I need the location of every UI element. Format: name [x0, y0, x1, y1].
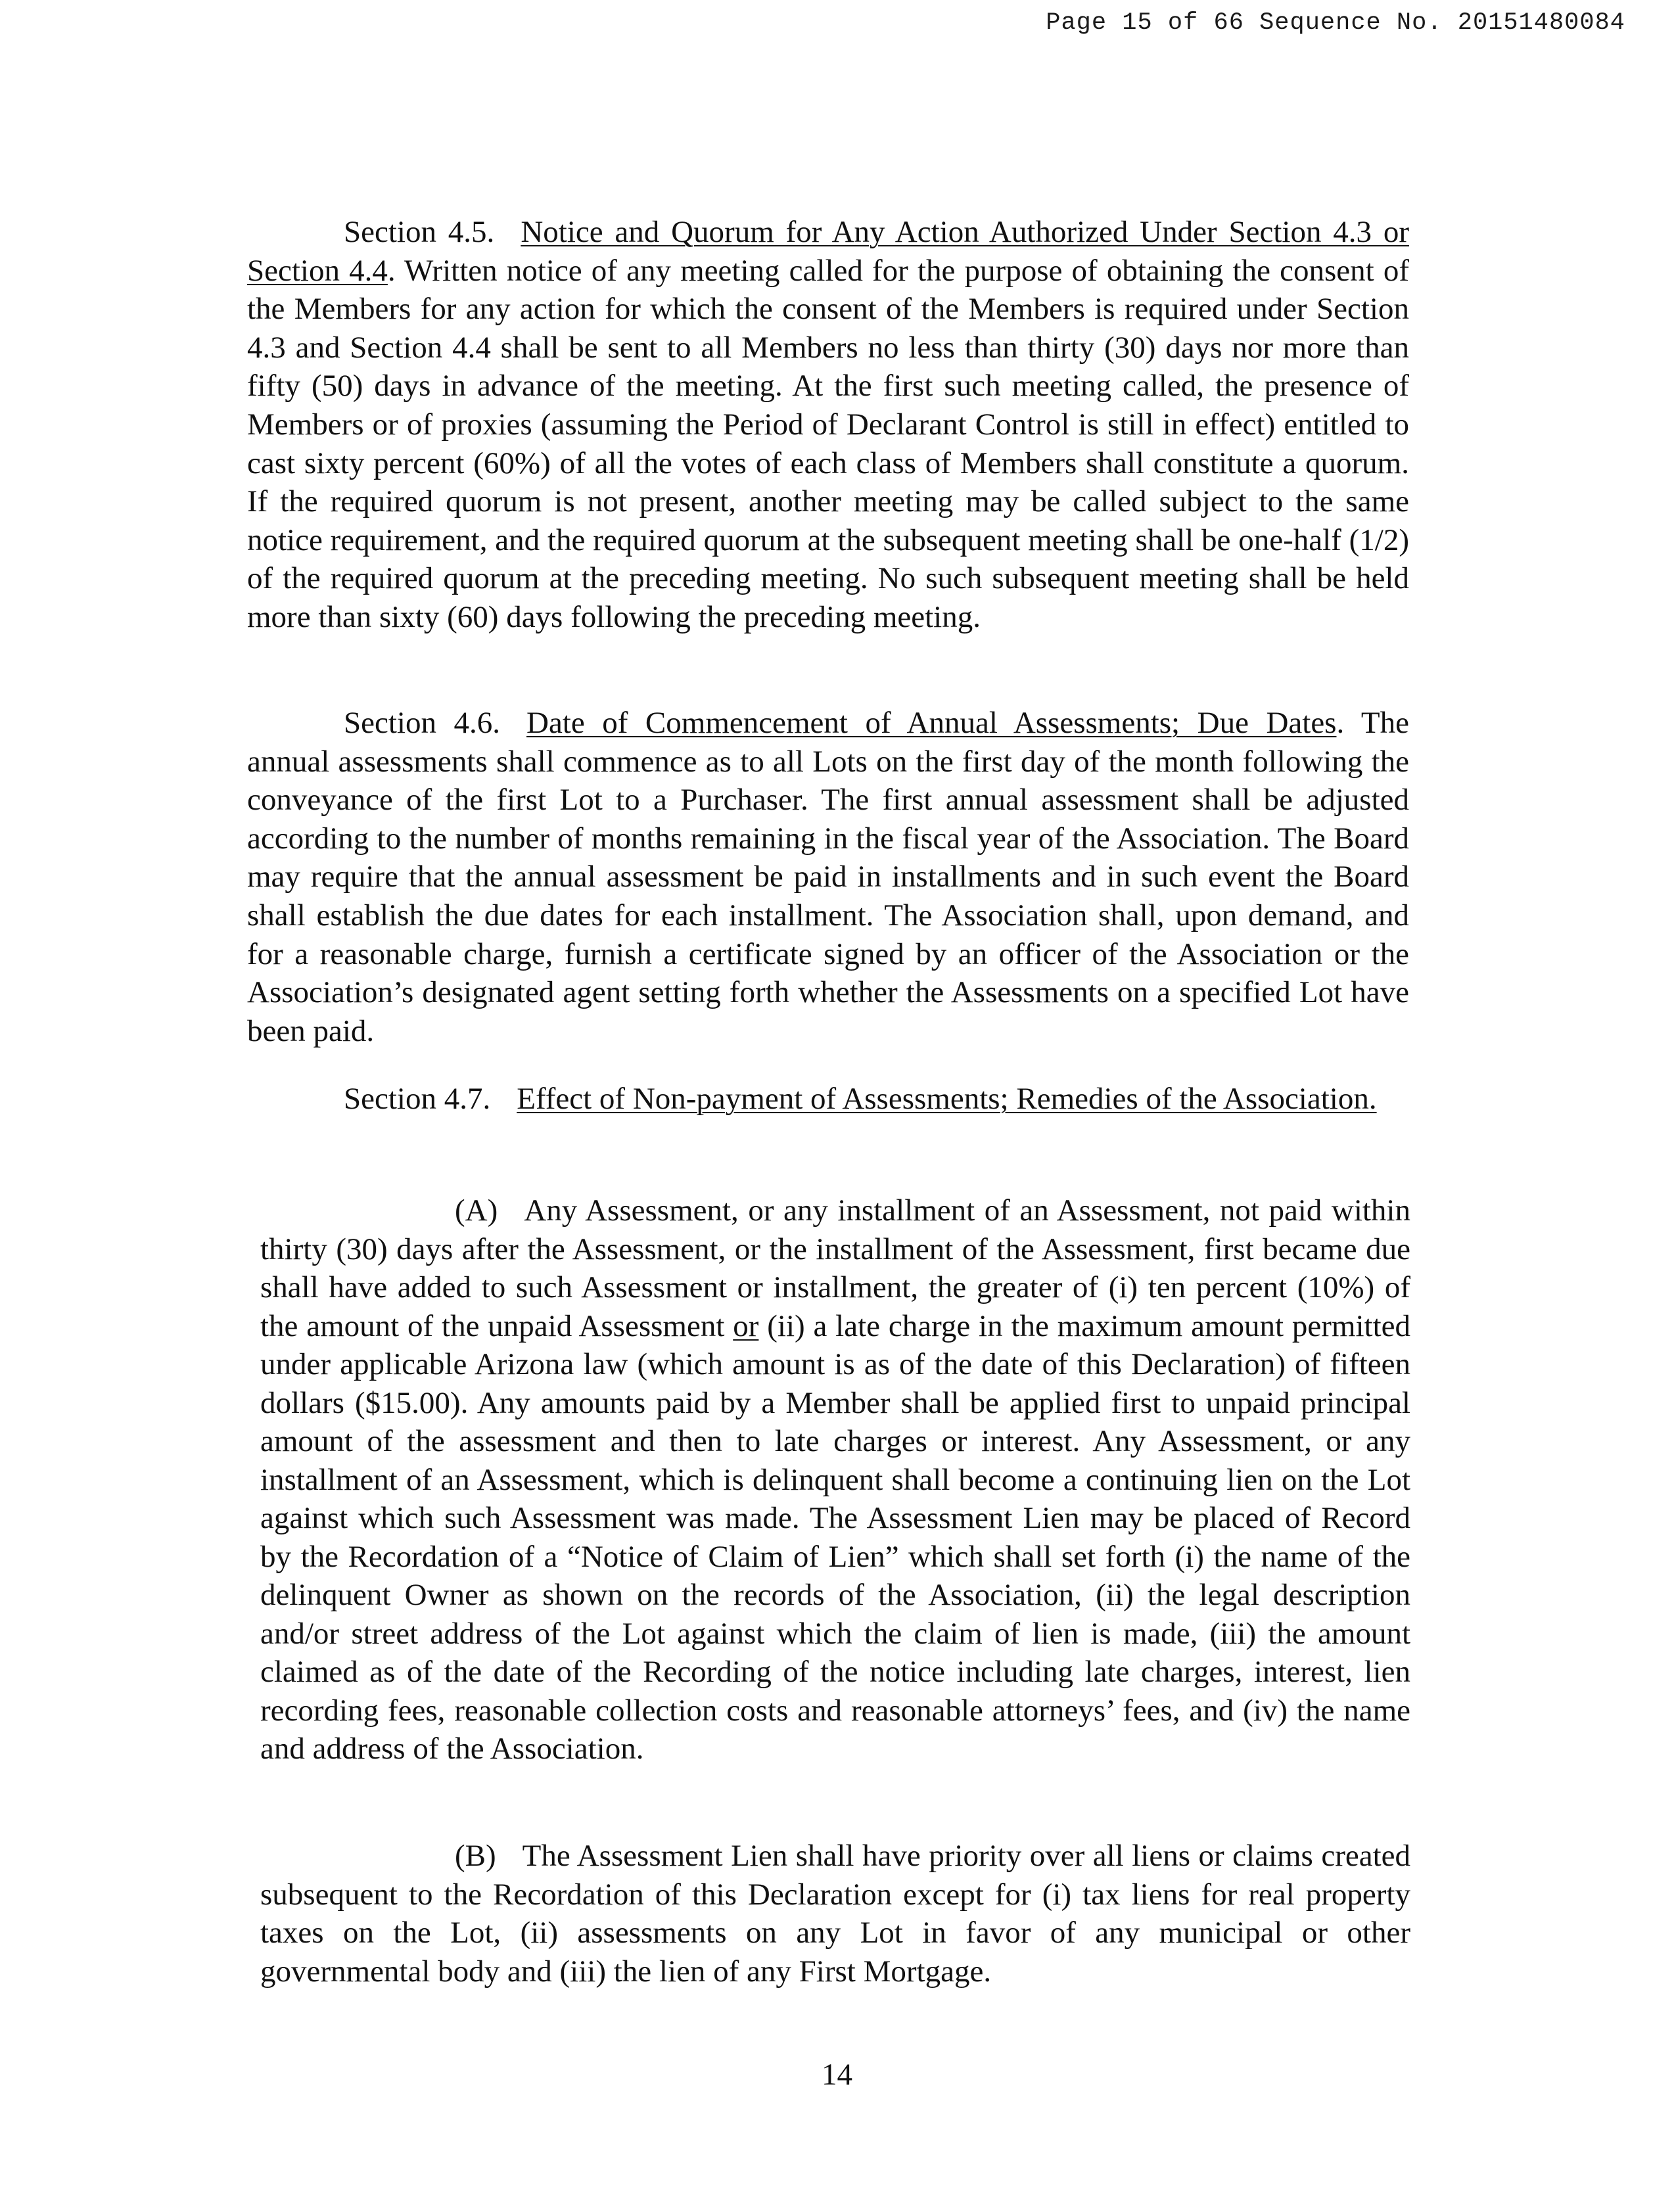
section-4-5-title: Notice and Quorum for Any Action Authorized Under Section 4.3 or Section 4.4 [247, 215, 1409, 288]
subsection-b-body: The Assessment Lien shall have priority over all liens or claims created subsequent to the Recordation of this Declaration except for (i) tax liens for real property taxes on the Lot, (ii) assessments on any Lot in favor of any municipal or other governmental body and (iii) the lien of any First Mortgage. [260, 1839, 1410, 1989]
section-4-6-title: Date of Commencement of Annual Assessments; Due Dates [526, 706, 1337, 740]
section-4-6-body: The annual assessments shall commence as to all Lots on the first day of the month following the conveyance of the first Lot to a Purchaser. The first annual assessment shall be adjusted according to the number of months remaining in the fiscal year of the Association. The Board may require that the annual assessment be paid in installments and in such event the Board shall establish the due dates for each installment. The Association shall, upon demand, and for a reasonable charge, furnish a certificate signed by an officer of the Association or the Association’s designated agent setting forth whether the Assessments on a specified Lot have been paid. [247, 706, 1409, 1048]
section-4-7-heading [247, 1080, 1409, 1118]
section-4-6-label: Section 4.6. [344, 706, 500, 740]
subsection-a-paragraph [260, 1191, 1410, 1768]
section-4-6-title-end: . [1336, 706, 1345, 740]
section-4-5-title-end: . [387, 253, 396, 288]
section-4-7-title: Effect of Non-payment of Assessments; Remedies of the Association. [517, 1082, 1377, 1116]
subsection-a [260, 1191, 1410, 1768]
section-4-5-label: Section 4.5. [344, 215, 495, 249]
subsection-a-or: or [733, 1308, 759, 1343]
section-4-5 [247, 213, 1409, 637]
subsection-a-label: (A) [455, 1193, 498, 1228]
subsection-a-body-before: Any Assessment, or any installment of an Assessment, not paid within thirty (30) days after the Assessment, or the installment of the Assessment, first became due shall have added to such Assessment or installment, the greater of (i) ten percent (10%) of the amount of the unpaid Assessment [260, 1193, 1410, 1343]
section-4-5-paragraph [247, 213, 1409, 637]
section-4-5-body: Written notice of any meeting called for the purpose of obtaining the consent of the Members for any action for which the consent of the Members is required under Section 4.3 and Section 4.4 shall be sent to all Members no less than thirty (30) days nor more than fifty (50) days in advance of the meeting. At the first such meeting called, the presence of Members or of proxies (assuming the Period of Declarant Control is still in effect) entitled to cast sixty percent (60%) of all the votes of each class of Members shall constitute a quorum. If the required quorum is not present, another meeting may be called subject to the same notice requirement, and the required quorum at the subsequent meeting shall be one-half (1/2) of the required quorum at the preceding meeting. No such subsequent meeting shall be held more than sixty (60) days following the preceding meeting. [247, 253, 1409, 634]
subsection-a-body-after: (ii) a late charge in the maximum amount permitted under applicable Arizona law (which amount is as of the date of this Declaration) of fifteen dollars ($15.00). Any amounts paid by a Member shall be applied first to unpaid principal amount of the assessment and then to late charges or interest. Any Assessment, or any installment of an Assessment, which is delinquent shall become a continuing lien on the Lot against which such Assessment was made. The Assessment Lien may be placed of Record by the Recordation of a “Notice of Claim of Lien” which shall set forth (i) the name of the delinquent Owner as shown on the records of the Association, (ii) the legal description and/or street address of the Lot against which the claim of lien is made, (iii) the amount claimed as of the date of the Recording of the notice including late charges, interest, lien recording fees, reasonable collection costs and reasonable attorneys’ fees, and (iv) the name and address of the Association. [260, 1308, 1411, 1766]
section-4-7-label: Section 4.7. [344, 1082, 491, 1116]
subsection-b [260, 1837, 1410, 1991]
subsection-b-label: (B) [455, 1839, 496, 1873]
section-4-6-paragraph [247, 704, 1409, 1050]
subsection-b-paragraph [260, 1837, 1410, 1991]
section-4-6 [247, 704, 1409, 1050]
section-4-7 [247, 1080, 1409, 1118]
page-number: 14 [822, 2058, 852, 2092]
page-sequence-header: Page 15 of 66 Sequence No. 20151480084 [1046, 9, 1625, 37]
